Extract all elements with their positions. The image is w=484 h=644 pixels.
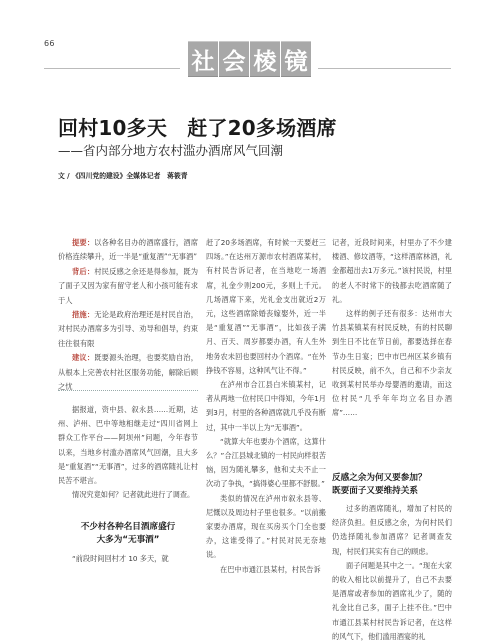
summary-text: 村民反感之余还是得参加，既为了面子又因为家有留守老人和小孩可能有求于人: [58, 266, 199, 305]
section-heading-line: 反感之余为何又要参加？: [332, 473, 427, 483]
body-paragraph: 在泸州市合江县白米镇某村，记者从两地一位村民口中得知，今年1月到3月，村里的各种酒席就几乎没有断过，其中一半以上为“无事酒”。: [206, 380, 326, 432]
body-paragraph: 赶了20多场酒席，有时候一天要赶三四场。”在达州万源市农村酒席某村，有村民告诉记者，在当地吃一场酒席，礼金少则200元，多则上千元。几场酒席下来，光礼金支出就近2万元，这些酒席除婚丧嫁娶外，近一半是“重复酒”“无事酒”，比如孩子满月、百天、周岁都要办酒，有人生外地务农未回也要回村办个酒席。“在外挣钱不容易，这种风气让不得。”: [206, 238, 326, 375]
section-heading-1: [58, 521, 198, 547]
column-banner-char: 会: [219, 41, 249, 77]
body-paragraph: 过多的酒席随礼，增加了村民的经济负担。但反感之余，为何村民们仍选择随礼参加酒席？记者调查发现，村民们其实有自己的顾虑。: [332, 504, 452, 556]
summary-label: 提要：: [72, 238, 95, 247]
summary-text: 既要源头治理，也要奖励自治，从根本上完善农村社区服务功能，解除后顾之忧: [58, 353, 199, 392]
column-banner-char: 社: [188, 41, 218, 77]
body-column-3: [332, 236, 452, 421]
summary-entry: [58, 351, 198, 394]
body-paragraph: “前段时间回村才 10 多天，就: [72, 554, 169, 563]
body-column-1: [58, 403, 198, 502]
summary-label: 背后：: [72, 266, 95, 276]
summary-entry: [58, 236, 198, 265]
body-paragraph: 在巴中市通江县某村，村民告诉: [220, 564, 321, 574]
page-number: 66: [44, 39, 55, 48]
sidebar-divider: [58, 390, 198, 391]
body-paragraph: 类似的情况在泸州市叙永县等、尼慨以及周边村子里也很多。“以前搬家要办酒席，现在买房买个门全也要办，这谁受得了。”村民对民无奈地说。: [206, 493, 326, 560]
article-subtitle: ——省内部分地方农村滥办酒席风气回潮: [58, 143, 284, 158]
section-heading-line: 大多为“无事酒”: [96, 535, 160, 545]
column-banner-char: 棱: [250, 41, 280, 77]
section-heading-line: 不少村各种名目酒席盛行: [80, 522, 176, 532]
body-paragraph: 这样的例子还有很多：达州市大竹县某镇某有村民反映，有的村民聊到生日不比在节日前，都要选择在春节办生日宴；巴中市巴州区某乡镇有村民反映，前不久，自己和不少亲友收到某村民举办母婴酒的邀请，而这位村民“几乎年年均立名目办酒席”……: [332, 309, 452, 418]
section-heading-line: 既要面子又要维持关系: [332, 486, 418, 496]
byline: 文 / 《四川党的建设》全媒体记者 蒋筱青: [58, 172, 188, 180]
section-heading-2: [332, 472, 452, 498]
body-column-1-tail: [58, 552, 198, 566]
body-column-3-tail: [332, 502, 452, 644]
summary-entry: [58, 265, 198, 308]
summary-sidebar: [58, 236, 198, 394]
summary-entry: [58, 308, 198, 351]
article-title: 回村10多天 赶了20多场酒席: [58, 116, 337, 140]
body-paragraph: 记者，近段时间来，村里办了不少建楼酒、修坟酒等，“这样酒席林酒，礼金都超出去1万多元。”该村民说，村里的老人不时常下的钱都去吃酒席随了礼。: [332, 238, 452, 304]
body-paragraph: 据报道，资中县、叙永县……近期，达州、泸州、巴中等地相继走过“四川省网上群众工作平台——阿坝州”问题，今年春节以来，当地乡村滥办酒席风气回潮，且大多是“重复酒”“无事酒”，过多的酒席随礼让村民苦不堪言。: [58, 405, 198, 486]
summary-text: 无论是政府治理还是村民自治，对村民办酒席多为引导、劝导和倡导，约束往往很有限: [58, 310, 199, 348]
body-paragraph: 面子问题是其中之一。“现在大家的收入相比以前提升了，自己不去要是酒席或者参加的酒席礼少了，随的礼金比自己多，面子上挂不住。”巴中市通江县某村村民告诉记者，在这样的风气下，他们滥用酒宴的礼: [332, 560, 452, 641]
column-banner-char: 镜: [281, 41, 311, 77]
summary-label: 措施：: [72, 310, 95, 320]
summary-label: 建议：: [72, 353, 95, 363]
body-paragraph: 情况究竟如何？记者就此进行了调查。: [72, 490, 195, 500]
body-column-2: [206, 236, 326, 577]
column-banner: [188, 41, 311, 77]
body-paragraph: “就算大年也要办个酒席，这算什么？”合江县城北镇的一村民向样很苦恼，因为随礼攀多，他和丈夫不止一次动了争执，“搞得婆心里都不舒服。”: [206, 436, 326, 489]
summary-text: 以各种名目办的酒席盛行，酒席价格连续攀升，近一半是“重复酒”“无事酒”: [58, 238, 199, 262]
